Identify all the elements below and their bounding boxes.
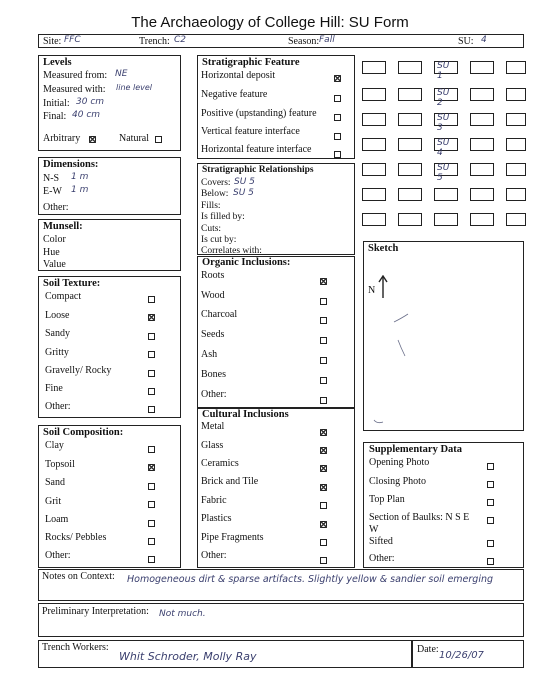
soil-texture-section <box>38 276 181 418</box>
su-grid-cell-text: SU 2 <box>437 88 450 108</box>
org-roots-checkbox[interactable] <box>320 278 327 285</box>
org-ash-label: Ash <box>201 349 218 360</box>
natural-label: Natural <box>119 133 149 144</box>
initial-label: Initial: <box>43 98 70 109</box>
su-grid-cell[interactable] <box>470 213 494 226</box>
comp-sand-checkbox[interactable] <box>148 483 155 490</box>
dimensions-title: Dimensions: <box>43 159 99 170</box>
su-grid-cell[interactable] <box>434 138 458 158</box>
su-grid-cell[interactable] <box>434 113 458 133</box>
su-grid-cell[interactable] <box>506 188 526 201</box>
texture-gritty-checkbox[interactable] <box>148 351 155 358</box>
org-bones-checkbox[interactable] <box>320 377 327 384</box>
interpretation-section <box>38 603 524 637</box>
sketch-title: Sketch <box>368 243 399 254</box>
workers-field[interactable]: Whit Schroder, Molly Ray <box>119 650 257 663</box>
su-grid-cell[interactable] <box>362 138 386 151</box>
su-grid-cell[interactable] <box>434 213 458 226</box>
feat-negative-label: Negative feature <box>201 89 268 100</box>
feat-horizontal-deposit-checkbox[interactable] <box>334 75 341 82</box>
su-label: SU: <box>458 36 474 47</box>
feat-negative-checkbox[interactable] <box>334 95 341 102</box>
org-seeds-checkbox[interactable] <box>320 337 327 344</box>
cultural-inclusions-section <box>197 408 355 568</box>
cult-fabric-checkbox[interactable] <box>320 502 327 509</box>
supp-sifted-label: Sifted <box>369 536 393 547</box>
su-grid-cell[interactable] <box>398 188 422 201</box>
org-charcoal-label: Charcoal <box>201 309 238 320</box>
su-grid-cell[interactable] <box>434 61 458 81</box>
supp-closing-photo-label: Closing Photo <box>369 476 426 487</box>
season-field[interactable]: Fall <box>319 35 335 45</box>
header-row-border <box>38 34 524 48</box>
soil-composition-title: Soil Composition: <box>43 427 124 438</box>
su-grid-cell[interactable] <box>506 88 526 101</box>
comp-loam-checkbox[interactable] <box>148 520 155 527</box>
texture-sandy-label: Sandy <box>45 328 70 339</box>
su-grid-cell-text: SU 5 <box>437 163 450 183</box>
su-grid-cell[interactable] <box>506 213 526 226</box>
comp-grit-label: Grit <box>45 496 62 507</box>
su-grid-cell[interactable] <box>398 138 422 151</box>
is-cut-by-label: Is cut by: <box>201 235 237 245</box>
measured-from-field[interactable]: NE <box>115 69 128 79</box>
ew-field[interactable]: 1 m <box>71 185 89 195</box>
comp-grit-checkbox[interactable] <box>148 501 155 508</box>
cult-plastics-label: Plastics <box>201 513 232 524</box>
site-field[interactable]: FFC <box>64 35 81 45</box>
correlates-with-label: Correlates with: <box>201 246 262 254</box>
cult-glass-label: Glass <box>201 440 224 451</box>
covers-label: Covers: <box>201 178 231 188</box>
comp-loam-label: Loam <box>45 514 69 525</box>
texture-gravelly-label: Gravelly/ Rocky <box>45 365 112 376</box>
final-field[interactable]: 40 cm <box>72 110 101 120</box>
munsell-title: Munsell: <box>43 221 83 232</box>
cult-plastics-checkbox[interactable] <box>320 521 327 528</box>
cult-ceramics-checkbox[interactable] <box>320 465 327 472</box>
org-charcoal-checkbox[interactable] <box>320 317 327 324</box>
su-grid-cell[interactable] <box>470 61 494 74</box>
comp-topsoil-checkbox[interactable] <box>148 464 155 471</box>
comp-clay-checkbox[interactable] <box>148 446 155 453</box>
cuts-label: Cuts: <box>201 224 222 234</box>
supp-closing-photo-checkbox[interactable] <box>487 481 494 488</box>
texture-other-checkbox[interactable] <box>148 406 155 413</box>
organic-inclusions-section <box>197 256 355 408</box>
comp-rocks-checkbox[interactable] <box>148 538 155 545</box>
cult-metal-checkbox[interactable] <box>320 429 327 436</box>
dimensions-section <box>38 157 181 215</box>
sketch-section <box>363 241 524 431</box>
org-other-label: Other: <box>201 389 227 400</box>
trench-label: Trench: <box>139 36 170 47</box>
supp-opening-photo-checkbox[interactable] <box>487 463 494 470</box>
su-grid-cell[interactable] <box>434 163 458 183</box>
comp-sand-label: Sand <box>45 477 65 488</box>
su-grid-cell[interactable] <box>470 88 494 101</box>
north-label: N <box>368 285 376 296</box>
sketch-drawing[interactable] <box>364 242 522 429</box>
comp-topsoil-label: Topsoil <box>45 459 75 470</box>
texture-gravelly-checkbox[interactable] <box>148 370 155 377</box>
form-title: The Archaeology of College Hill: SU Form <box>131 14 409 31</box>
cult-fabric-label: Fabric <box>201 495 227 506</box>
texture-other-label: Other: <box>45 401 71 412</box>
ew-label: E-W <box>43 186 62 197</box>
munsell-value: Value <box>43 259 66 270</box>
feat-horizontal-interface-label: Horizontal feature interface <box>201 144 312 155</box>
supp-section-baulks-label: Section of Baulks: N S E W <box>369 512 470 535</box>
is-filled-by-label: Is filled by: <box>201 212 245 222</box>
interpretation-label: Preliminary Interpretation: <box>42 606 149 617</box>
season-label: Season: <box>288 36 320 47</box>
supp-top-plan-label: Top Plan <box>369 494 405 505</box>
org-roots-label: Roots <box>201 270 225 281</box>
su-grid-cell-text: SU 4 <box>437 138 450 158</box>
org-wood-label: Wood <box>201 290 225 301</box>
org-seeds-label: Seeds <box>201 329 225 340</box>
workers-section <box>38 640 524 668</box>
supp-sifted-checkbox[interactable] <box>487 540 494 547</box>
comp-clay-label: Clay <box>45 440 64 451</box>
su-grid-cell-text: SU 1 <box>437 61 450 81</box>
supp-opening-photo-label: Opening Photo <box>369 457 430 468</box>
trench-field[interactable]: C2 <box>174 35 187 45</box>
feat-horizontal-deposit-label: Horizontal deposit <box>201 70 276 81</box>
initial-field[interactable]: 30 cm <box>76 97 105 107</box>
su-grid-cell[interactable] <box>362 188 386 201</box>
strat-feature-section <box>197 55 355 159</box>
feat-vertical-interface-label: Vertical feature interface <box>201 126 300 137</box>
su-grid-cell[interactable] <box>434 88 458 108</box>
su-grid-cell[interactable] <box>398 88 422 101</box>
su-grid-cell[interactable] <box>434 188 458 201</box>
cult-other-checkbox[interactable] <box>320 557 327 564</box>
supp-top-plan-checkbox[interactable] <box>487 499 494 506</box>
notes-label: Notes on Context: <box>42 571 115 582</box>
site-label: Site: <box>43 36 62 47</box>
notes-section <box>38 569 524 601</box>
cult-brick-checkbox[interactable] <box>320 484 327 491</box>
su-grid-cell[interactable] <box>398 213 422 226</box>
covers-field[interactable]: SU 5 <box>234 177 255 187</box>
levels-section <box>38 55 181 151</box>
cult-glass-checkbox[interactable] <box>320 447 327 454</box>
su-grid-cell[interactable] <box>362 163 386 176</box>
org-ash-checkbox[interactable] <box>320 357 327 364</box>
cult-pipe-label: Pipe Fragments <box>201 532 264 543</box>
munsell-section <box>38 219 181 271</box>
strat-relationships-title: Stratigraphic Relationships <box>202 165 314 175</box>
supplementary-title: Supplementary Data <box>369 444 463 455</box>
su-grid-cell[interactable] <box>506 113 526 126</box>
arbitrary-checkbox[interactable] <box>89 136 96 143</box>
date-label: Date: <box>417 644 439 655</box>
ns-field[interactable]: 1 m <box>71 172 89 182</box>
strat-relationships-section <box>197 163 355 255</box>
comp-other-checkbox[interactable] <box>148 556 155 563</box>
soil-texture-title: Soil Texture: <box>43 278 101 289</box>
interpretation-field[interactable]: Not much. <box>159 609 206 619</box>
texture-compact-checkbox[interactable] <box>148 296 155 303</box>
su-grid-cell[interactable] <box>470 188 494 201</box>
su-field[interactable]: 4 <box>481 35 487 45</box>
su-grid-cell[interactable] <box>398 113 422 126</box>
texture-fine-checkbox[interactable] <box>148 388 155 395</box>
su-grid-cell-text: SU 3 <box>437 113 450 133</box>
ns-label: N-S <box>43 173 60 184</box>
texture-compact-label: Compact <box>45 291 82 302</box>
workers-label: Trench Workers: <box>42 642 109 653</box>
feat-positive-label: Positive (upstanding) feature <box>201 108 317 119</box>
org-wood-checkbox[interactable] <box>320 298 327 305</box>
notes-field[interactable]: Homogeneous dirt & sparse artifacts. Slightly yellow & sandier soil emerging <box>127 574 494 585</box>
texture-gritty-label: Gritty <box>45 347 69 358</box>
soil-composition-section <box>38 425 181 568</box>
org-other-checkbox[interactable] <box>320 397 327 404</box>
natural-checkbox[interactable] <box>155 136 162 143</box>
comp-rocks-label: Rocks/ Pebbles <box>45 532 107 543</box>
supp-other-label: Other: <box>369 553 395 564</box>
organic-title: Organic Inclusions: <box>202 257 291 268</box>
texture-fine-label: Fine <box>45 383 63 394</box>
cultural-title: Cultural Inclusions <box>202 409 289 420</box>
feat-horizontal-interface-checkbox[interactable] <box>334 151 341 158</box>
texture-loose-label: Loose <box>45 310 70 321</box>
su-grid-cell[interactable] <box>506 163 526 176</box>
munsell-color: Color <box>43 234 66 245</box>
cult-brick-label: Brick and Tile <box>201 476 259 487</box>
measured-with-field[interactable]: line level <box>116 83 153 92</box>
date-field[interactable]: 10/26/07 <box>439 650 484 661</box>
su-grid-cell[interactable] <box>506 138 526 151</box>
su-grid-cell[interactable] <box>470 163 494 176</box>
texture-loose-checkbox[interactable] <box>148 314 155 321</box>
texture-sandy-checkbox[interactable] <box>148 333 155 340</box>
final-label: Final: <box>43 111 67 122</box>
su-grid-cell[interactable] <box>398 163 422 176</box>
below-field[interactable]: SU 5 <box>233 188 254 198</box>
cult-ceramics-label: Ceramics <box>201 458 239 469</box>
supp-other-checkbox[interactable] <box>487 558 494 565</box>
supp-section-baulks-checkbox[interactable] <box>487 517 494 524</box>
feat-vertical-interface-checkbox[interactable] <box>334 133 341 140</box>
su-grid-cell[interactable] <box>470 113 494 126</box>
su-grid-cell[interactable] <box>362 113 386 126</box>
munsell-hue: Hue <box>43 247 60 258</box>
strat-feature-title: Stratigraphic Feature <box>202 57 300 68</box>
su-grid-cell[interactable] <box>470 138 494 151</box>
dimensions-other-label: Other: <box>43 202 69 213</box>
supplementary-section <box>363 442 524 568</box>
su-grid-cell[interactable] <box>362 61 386 74</box>
su-grid-cell[interactable] <box>362 88 386 101</box>
cult-pipe-checkbox[interactable] <box>320 539 327 546</box>
arbitrary-label: Arbitrary <box>43 133 81 144</box>
fills-label: Fills: <box>201 201 221 211</box>
feat-positive-checkbox[interactable] <box>334 114 341 121</box>
su-grid-cell[interactable] <box>362 213 386 226</box>
measured-with-label: Measured with: <box>43 84 106 95</box>
levels-title: Levels <box>43 57 72 68</box>
date-divider <box>411 641 413 667</box>
comp-other-label: Other: <box>45 550 71 561</box>
header-row <box>38 36 524 50</box>
org-bones-label: Bones <box>201 369 226 380</box>
below-label: Below: <box>201 189 229 199</box>
cult-metal-label: Metal <box>201 421 225 432</box>
su-grid-cell[interactable] <box>506 61 526 74</box>
cult-other-label: Other: <box>201 550 227 561</box>
su-grid-cell[interactable] <box>398 61 422 74</box>
measured-from-label: Measured from: <box>43 70 108 81</box>
